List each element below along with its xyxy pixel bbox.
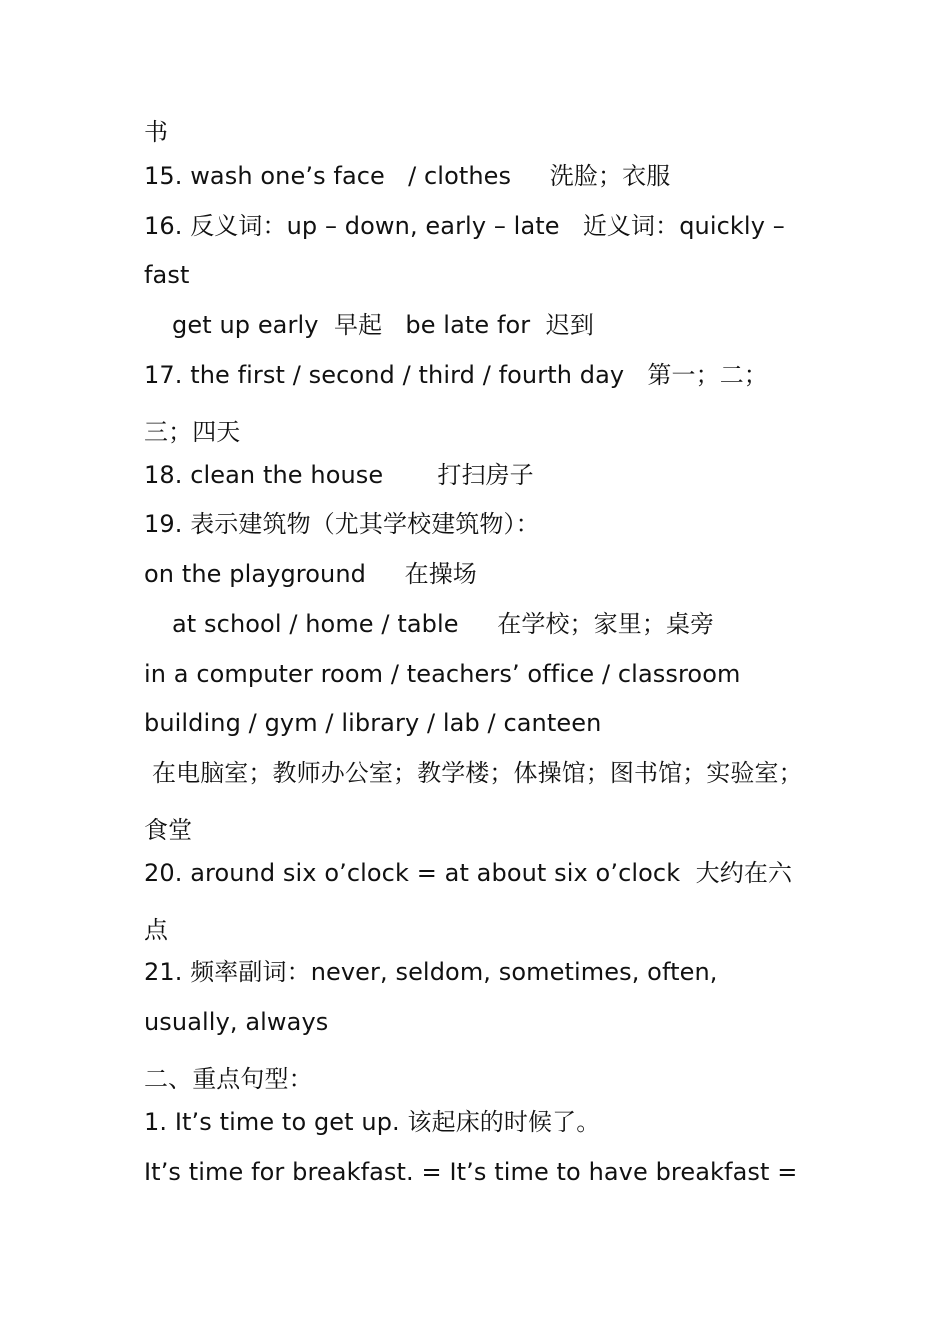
text-line: at school / home / table 在学校；家里；桌旁	[172, 610, 715, 638]
text-line: on the playground 在操场	[144, 560, 477, 588]
text-line: get up early 早起 be late for 迟到	[172, 311, 594, 339]
text-line: 20. around six o’clock = at about six o’clock 大约在六	[144, 859, 793, 887]
text-line: 三；四天	[144, 418, 241, 446]
text-line: 21. 频率副词：never, seldom, sometimes, often,	[144, 958, 718, 986]
text-line: It’s time for breakfast. = It’s time to have breakfast =	[144, 1158, 798, 1186]
text-line: building / gym / library / lab / canteen	[144, 709, 602, 737]
text-line: 18. clean the house 打扫房子	[144, 461, 534, 489]
text-line: usually, always	[144, 1008, 329, 1036]
text-line: 16. 反义词：up – down, early – late 近义词：quickly –	[144, 212, 785, 240]
text-line: 19. 表示建筑物（尤其学校建筑物）：	[144, 510, 540, 538]
text-line: 书	[144, 118, 169, 146]
text-line: 17. the first / second / third / fourth day 第一；二；	[144, 361, 768, 389]
text-line: 在电脑室；教师办公室；教学楼；体操馆；图书馆；实验室；	[152, 759, 803, 787]
text-line: 食堂	[144, 816, 193, 844]
text-line: 1. It’s time to get up. 该起床的时候了。	[144, 1108, 601, 1136]
text-line: in a computer room / teachers’ office / classroom	[144, 660, 741, 688]
text-line: 点	[144, 916, 169, 944]
section-heading: 二、重点句型：	[144, 1065, 313, 1093]
text-line: fast	[144, 261, 190, 289]
text-line: 15. wash one’s face / clothes 洗脸；衣服	[144, 162, 671, 190]
